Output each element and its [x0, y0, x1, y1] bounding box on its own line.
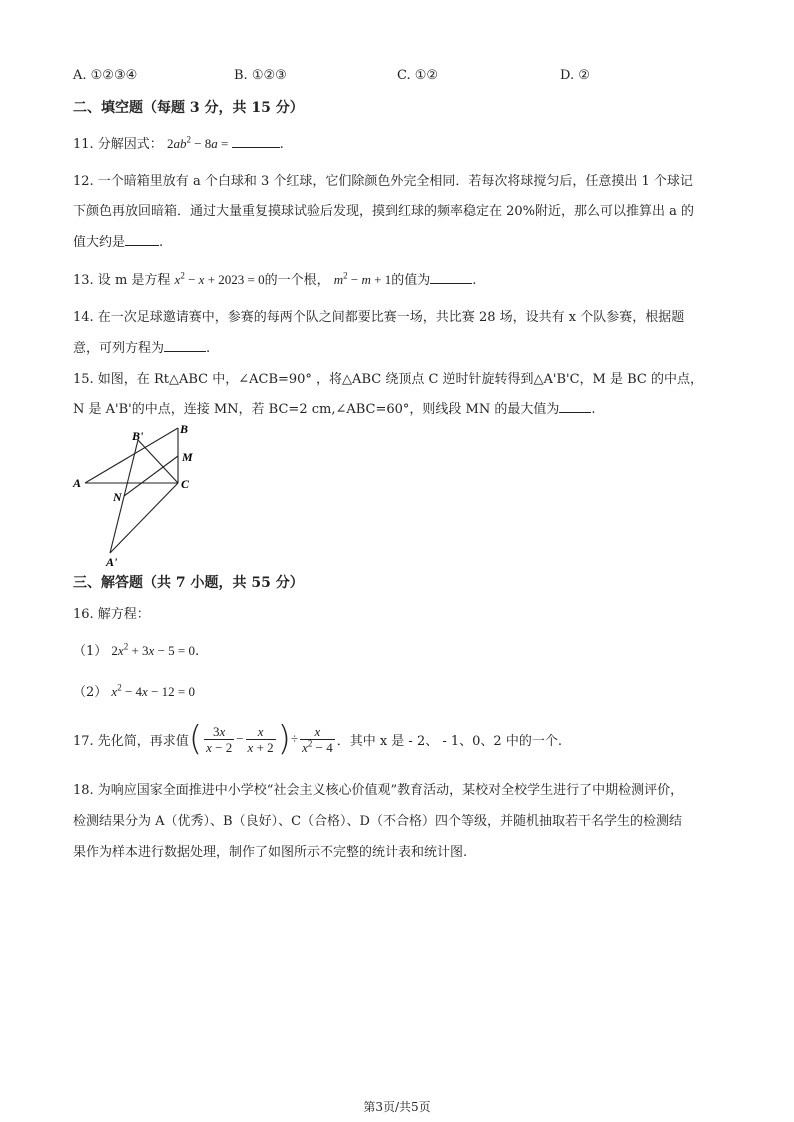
choice-d: D. ② — [560, 68, 590, 83]
q16-equation-1: $2x^2 + 3x - 5 = 0$ — [111, 641, 195, 658]
section-heading-answer: 三、解答题（共 7 小题，共 55 分） — [73, 575, 304, 591]
page-number: 第3页/共5页 — [363, 1100, 431, 1114]
question-18-line1: 18. 为响应国家全面推进中小学校“社会主义核心价值观”教育活动，某校对全校学生进行了中期检测评价， — [73, 783, 684, 798]
question-15-line1: 15. 如图，在 Rt△ABC 中，∠ACB=90° ，将△ABC 绕顶点 C 逆时针旋转得到△A'B'C，M 是 BC 的中点， — [73, 372, 704, 387]
answer-blank — [125, 245, 159, 246]
question-16-part1: （1） $2x^2 + 3x - 5 = 0$. — [73, 641, 200, 659]
label-M: M — [182, 450, 193, 464]
q13-equation: $x^2 - x + 2023 = 0$ — [174, 270, 265, 287]
q11-expression: $2ab^2 - 8a$ = — [166, 134, 232, 151]
question-18-line3: 果作为样本进行数据处理，制作了如图所示不完整的统计表和统计图. — [73, 845, 468, 860]
q13-expression: $m^2 - m + 1$ — [333, 270, 392, 287]
label-N: N — [113, 490, 122, 504]
question-16-part2: （2） $x^2 - 4x - 12 = 0$ — [73, 682, 195, 700]
question-17: 17. 先化简，再求值 ( $\frac{3x}{x - 2}$ − $\frac{x}{x + 2}$ ) ÷ $\frac{x}{x^2 - 4}$ ．其中 x 是 - 2、 - 1、0、2 中的一个. — [73, 719, 562, 759]
answer-blank — [559, 412, 591, 413]
fraction-x-over-x2-minus-4: $\frac{x}{x^2 - 4}$ — [302, 723, 333, 755]
label-B-prime: B' — [132, 429, 144, 443]
fraction-3x-over-x-minus-2: $\frac{3x}{x - 2}$ — [206, 723, 233, 755]
q11-prefix: 11. 分解因式： — [73, 137, 163, 152]
choice-c: C. ①② — [397, 68, 439, 83]
question-15-line2: N 是 A'B'的中点，连接 MN，若 BC=2 cm,∠ABC=60°，则线段 MN 的最大值为 . — [73, 402, 596, 417]
question-14-line1: 14. 在一次足球邀请赛中，参赛的每两个队之间都要比赛一场，共比赛 28 场，设共有 x 个队参赛，根据题 — [73, 310, 685, 325]
choice-b: B. ①②③ — [234, 68, 287, 83]
question-11: 11. 分解因式： $2ab^2 - 8a$ = . — [73, 134, 284, 152]
choice-a: A. ①②③④ — [73, 68, 138, 83]
question-12-line3: 值大约是 . — [73, 235, 164, 250]
section-heading-fill-in: 二、填空题（每题 3 分，共 15 分） — [73, 100, 304, 116]
label-C: C — [181, 477, 190, 491]
segment-B-prime-C — [138, 440, 178, 483]
question-14-line2: 意，可列方程为 . — [73, 341, 211, 356]
fraction-x-over-x-plus-2: $\frac{x}{x + 2}$ — [247, 723, 274, 755]
rotation-triangle-figure — [70, 420, 210, 568]
label-A-prime: A' — [106, 555, 118, 568]
answer-blank — [164, 351, 206, 352]
q16-equation-2: $x^2 - 4x - 12 = 0$ — [111, 682, 195, 699]
question-18-line2: 检测结果分为 A（优秀）、B（良好）、C（合格）、D（不合格）四个等级，并随机抽取若干名学生的检测结 — [73, 814, 682, 829]
answer-blank — [430, 283, 472, 284]
question-16-title: 16. 解方程： — [73, 607, 150, 622]
answer-blank — [232, 147, 280, 148]
label-B: B — [180, 422, 189, 436]
question-12-line1: 12. 一个暗箱里放有 a 个白球和 3 个红球，它们除颜色外完全相同．若每次将球搅匀后，任意摸出 1 个球记 — [73, 174, 693, 189]
question-13: 13. 设 m 是方程 $x^2 - x + 2023 = 0$的一个根， $m^2 - m + 1$的值为 . — [73, 270, 477, 288]
label-A: A — [73, 476, 82, 490]
question-12-line2: 下颜色再放回暗箱．通过大量重复摸球试验后发现，摸到红球的频率稳定在 20%附近，那么可以推算出 a 的 — [73, 204, 695, 219]
